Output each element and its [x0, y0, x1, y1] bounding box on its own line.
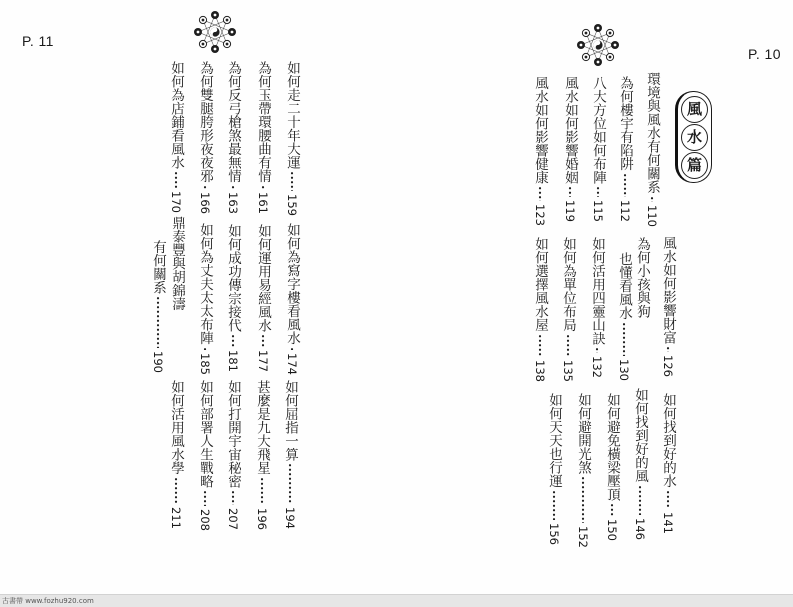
toc-entry	[531, 237, 549, 382]
entry-page-number: 141	[661, 512, 675, 534]
entry-title: 如何走二十年大運	[284, 61, 300, 169]
entry-page-number: 123	[533, 204, 547, 226]
entry-title: 如何部署人生戰略	[197, 380, 213, 488]
toc-entry	[167, 61, 185, 213]
leader-dots	[261, 185, 265, 190]
entry-page-number: 112	[618, 200, 632, 222]
entry-title-line-1: 為何小孩與狗	[634, 237, 650, 318]
entry-title: 如何成功傳宗接代	[225, 224, 241, 332]
leader-dots	[666, 346, 670, 352]
entry-title: 為何雙腿胯形夜夜邪	[197, 61, 213, 183]
toc-entry	[196, 61, 214, 214]
leader-dots	[260, 477, 264, 506]
leader-dots	[623, 173, 627, 198]
toc-entry	[196, 380, 214, 531]
entry-title: 如何打開宇宙秘密	[225, 380, 241, 488]
leader-dots	[538, 186, 542, 201]
entry-page-number: 159	[285, 194, 299, 216]
toc-entry	[224, 61, 242, 214]
leader-dots	[288, 463, 292, 504]
entry-title: 如何為寫字樓看風水	[284, 223, 300, 345]
toc-entry	[561, 76, 579, 222]
emblem-node-mark	[202, 43, 205, 46]
toc-entry	[149, 240, 167, 373]
entry-title: 如何活用風水學	[168, 380, 184, 475]
entry-title: 為何玉帶環腰曲有情	[255, 61, 271, 183]
emblem-node-mark	[214, 14, 217, 17]
section-title-char: 風	[681, 96, 708, 123]
emblem-node-mark	[609, 56, 612, 59]
toc-entry	[559, 237, 577, 382]
entry-title: 如何運用易經風水	[255, 224, 271, 332]
entry-title-line-2: 有何關系	[150, 240, 166, 294]
leader-dots	[203, 185, 207, 190]
leader-dots	[174, 171, 178, 188]
emblem-node-mark	[585, 32, 588, 35]
watermark: 古書帶 www.fozhu920.com	[2, 597, 94, 605]
emblem-node-mark	[585, 56, 588, 59]
entry-title: 如何為單位布局	[560, 237, 576, 332]
leader-dots	[552, 490, 556, 521]
toc-entry	[616, 76, 634, 222]
leader-dots	[610, 503, 614, 516]
leader-dots	[290, 347, 294, 351]
leader-dots	[581, 476, 585, 523]
entry-page-number: 185	[198, 353, 212, 375]
entry-title: 如何為店鋪看風水	[168, 61, 184, 169]
toc-entry	[659, 393, 677, 534]
toc-entry	[224, 224, 242, 372]
emblem-node-mark	[597, 27, 600, 30]
toc-entry	[603, 393, 621, 541]
leader-dots	[568, 186, 572, 197]
emblem-node-mark	[202, 19, 205, 22]
toc-entry	[254, 61, 272, 214]
entry-page-number: 170	[169, 191, 183, 213]
entry-title: 如何為丈夫太太布陣	[197, 223, 213, 345]
leader-dots	[231, 185, 235, 190]
toc-entry	[531, 76, 549, 226]
toc-entry	[196, 223, 214, 375]
page-number-left: P. 11	[22, 33, 54, 49]
entry-page-number: 166	[198, 192, 212, 214]
entry-page-number: 130	[617, 359, 631, 381]
toc-entry	[224, 380, 242, 530]
leader-dots	[174, 477, 178, 505]
toc-entry	[281, 380, 299, 529]
entry-page-number: 138	[533, 360, 547, 382]
entry-title: 如何屈指一算	[282, 380, 298, 461]
entry-page-number: 135	[561, 360, 575, 382]
entry-page-number: 211	[169, 507, 183, 529]
entry-page-number: 150	[605, 519, 619, 541]
leader-dots	[538, 334, 542, 358]
entry-page-number: 190	[151, 351, 165, 373]
entry-title: 如何找到好的水	[660, 393, 676, 488]
section-title-char: 水	[681, 124, 708, 151]
toc-entry	[545, 393, 563, 545]
emblem-node-mark	[197, 31, 200, 34]
entry-page-number: 156	[547, 523, 561, 545]
section-title-badge	[675, 91, 712, 183]
toc-entry	[643, 72, 661, 227]
leader-dots	[566, 334, 570, 358]
leader-dots	[261, 334, 265, 347]
emblem-node-mark	[580, 44, 583, 47]
emblem-node-mark	[614, 44, 617, 47]
leader-dots	[622, 322, 626, 357]
toc-entry	[283, 223, 301, 375]
entry-page-number: 132	[590, 356, 604, 378]
emblem-icon	[192, 9, 238, 55]
entry-page-number: 177	[256, 350, 270, 372]
leader-dots	[596, 186, 600, 197]
entry-page-number: 208	[198, 509, 212, 531]
leader-dots	[231, 334, 235, 347]
leader-dots	[231, 490, 235, 505]
entry-title: 如何天天也行運	[546, 393, 562, 488]
entry-page-number: 119	[563, 200, 577, 222]
entry-page-number: 174	[285, 353, 299, 375]
emblem-node-mark	[609, 32, 612, 35]
toc-entry	[588, 237, 606, 378]
entry-title-line-1: 鼎泰豐與胡錦濤	[169, 216, 185, 311]
entry-title: 如何避開光煞	[575, 393, 591, 474]
leader-dots	[156, 296, 160, 348]
emblem-node-mark	[597, 61, 600, 64]
entry-page-number: 126	[661, 355, 675, 377]
toc-entry	[253, 380, 271, 530]
page-number-right: P. 10	[748, 46, 781, 62]
toc-entry	[283, 61, 301, 216]
entry-title: 如何找到好的風	[632, 388, 648, 483]
leader-dots	[203, 490, 207, 506]
toc-entry	[589, 76, 607, 222]
entry-title: 為何反弓槍煞最無情	[225, 61, 241, 183]
leader-dots	[650, 196, 654, 203]
toc-entry	[167, 380, 185, 529]
emblem-node-mark	[214, 48, 217, 51]
emblem-icon	[575, 22, 621, 68]
entry-title: 八大方位如何布陣	[590, 76, 606, 184]
entry-page-number: 161	[256, 192, 270, 214]
emblem-node-mark	[226, 19, 229, 22]
entry-page-number: 115	[591, 200, 605, 222]
leader-dots	[290, 171, 294, 191]
leader-dots	[203, 347, 207, 351]
entry-title-line-2: 也懂看風水	[616, 252, 632, 320]
section-title-char: 篇	[681, 152, 708, 179]
toc-entry	[615, 252, 633, 381]
entry-page-number: 207	[226, 508, 240, 530]
toc-entry	[631, 388, 649, 540]
entry-page-number: 163	[226, 192, 240, 214]
leader-dots	[666, 490, 670, 510]
entry-page-number: 194	[283, 507, 297, 529]
toc-entry	[574, 393, 592, 548]
entry-title: 為何樓宇有陷阱	[617, 76, 633, 171]
leader-dots	[595, 347, 599, 353]
entry-page-number: 152	[576, 526, 590, 548]
emblem-node-mark	[231, 31, 234, 34]
leader-dots	[638, 485, 642, 516]
entry-title: 風水如何影響婚姻	[562, 76, 578, 184]
entry-page-number: 146	[633, 518, 647, 540]
emblem-node-mark	[226, 43, 229, 46]
toc-entry	[659, 236, 677, 377]
entry-title: 如何選擇風水屋	[532, 237, 548, 332]
entry-title: 風水如何影響財富	[660, 236, 676, 344]
entry-title: 甚麼是九大飛星	[254, 380, 270, 475]
entry-page-number: 110	[645, 205, 659, 227]
toc-entry	[254, 224, 272, 372]
entry-title: 如何活用四靈山訣	[589, 237, 605, 345]
entry-title: 風水如何影響健康	[532, 76, 548, 184]
entry-title: 環境與風水有何關系	[644, 72, 660, 194]
entry-title: 如何避免橫梁壓頂	[604, 393, 620, 501]
entry-page-number: 196	[255, 508, 269, 530]
scan-bottom-edge	[0, 594, 793, 607]
entry-page-number: 181	[226, 350, 240, 372]
